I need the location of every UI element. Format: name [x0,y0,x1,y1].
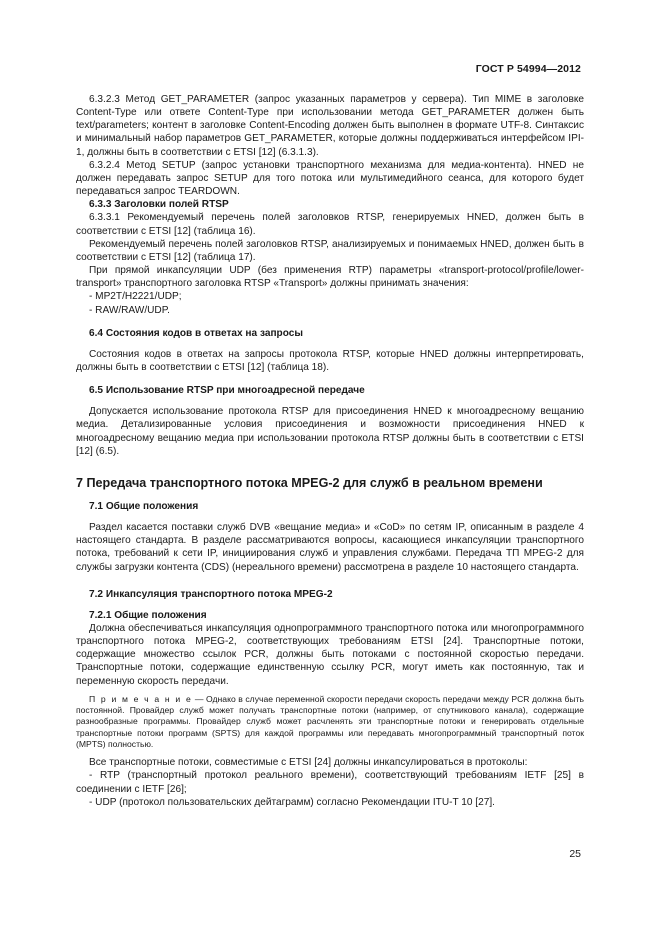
paragraph-6-3-3-c: При прямой инкапсуляции UDP (без применения RTP) параметры «transport-protocol/profile/lower-transport» транспортного заголовка RTSP «Transport» должны принимать значения: [76,265,584,290]
paragraph-6-3-3-1: 6.3.3.1 Рекомендуемый перечень полей заголовков RTSP, генерируемых HNED, должен быть в соответствии с ETSI [12] (таблица 16). [76,212,584,237]
paragraph-7-2-1-b: Все транспортные потоки, совместимые с ETSI [24] должны инкапсулироваться в протоколы: [89,757,528,769]
list-item: - RTP (транспортный протокол реального времени), соответствующий требованиям IETF [25] в соединении с IETF [26]; [76,770,584,795]
heading-7-2: 7.2 Инкапсуляция транспортного потока MPEG-2 [89,588,333,600]
heading-7: 7 Передача транспортного потока MPEG-2 для служб в реальном времени [76,475,543,490]
list-item: - RAW/RAW/UDP. [89,304,170,316]
note [76,694,584,750]
heading-6-4: 6.4 Состояния кодов в ответах на запросы [89,327,303,339]
heading-7-2-1: 7.2.1 Общие положения [89,609,207,621]
heading-6-5: 6.5 Использование RTSP при многоадресной передаче [89,385,365,397]
page-body [76,93,584,809]
note-label: П р и м е ч а н и е [89,693,193,704]
paragraph-6-3-2-3: 6.3.2.3 Метод GET_PARAMETER (запрос указанных параметров у сервера). Тип MIME в заголовке Content-Type или ответе Content-Type при использовании метода GET_PARAMETER должен быть text/parameters; контент в заголовке Content-Encoding должен быть выполнен в формате UTF-8. Синтаксис и минимальный набор параметров GET_PARAMETER, которые должны поддерживаться интерфейсом IPI-1, должны быть в соответствии с ETSI [12] (6.3.1.3). [76,94,584,158]
standard-header: ГОСТ Р 54994—2012 [475,63,581,75]
heading-7-1: 7.1 Общие положения [89,500,199,512]
list-item: - UDP (протокол пользовательских дейтаграмм) согласно Рекомендации ITU-T 10 [27]. [89,796,495,808]
page-number: 25 [569,848,581,860]
paragraph-6-5: Допускается использование протокола RTSP для присоединения HNED к многоадресному вещанию медиа. Детализированные условия присоединения и возможности присоединения HNED к многоадресному вещанию медиа при использовании протокола RTSP должны быть в соответствии с ETSI [12] (6.5). [76,406,584,457]
heading-6-3-3: 6.3.3 Заголовки полей RTSP [89,199,229,211]
paragraph-6-3-3-b: Рекомендуемый перечень полей заголовков RTSP, анализируемых и понимаемых HNED, должен быть в соответствии с ETSI [12] (таблица 17). [76,238,584,263]
paragraph-7-2-1-a: Должна обеспечиваться инкапсуляция однопрограммного транспортного потока или многопрограммного транспортного потока MPEG-2, соответствующих требованиям ETSI [24]. Транспортные потоки, содержащие множество ссылок PCR, должны быть потоками с постоянной скоростью передачи. Транспортные потоки, содержащие единственную ссылку PCR, могут иметь как постоянную, так и переменную скорость передачи. [76,623,584,687]
note-text: — Однако в случае переменной скорости передачи скорость передачи между PCR должна быть постоянной. Провайдер служб может получать транспортные потоки (например, от спутникового канала), содержащие разнообразные программы. Провайдер служб может расчленять эти транспортные потоки и генерировать отдельные транспортные потоки программ (SPTS) для каждой программы или передавать многопрограммный транспортный поток (MPTS) полностью. [76,693,584,749]
paragraph-6-4: Состояния кодов в ответах на запросы протокола RTSP, которые HNED должны интерпретировать, должны быть в соответствии с ETSI [12] (таблица 18). [76,348,584,373]
list-item: - MP2T/H2221/UDP; [89,291,182,303]
paragraph-6-3-2-4: 6.3.2.4 Метод SETUP (запрос установки транспортного механизма для медиа-контента). HNED не должен передавать запрос SETUP для того потока или мультимедийного сеанса, для которого будет передаваться запрос TEARDOWN. [76,159,584,198]
paragraph-7-1: Раздел касается поставки служб DVB «вещание медиа» и «CoD» по сетям IP, описанным в разделе 4 настоящего стандарта. В разделе рассматриваются вопросы, касающиеся инкапсуляции транспортного потока, требований к сети IP, инициирования служб и управления службами. Передача ТП MPEG-2 для службы загрузки контента (CDS) (нереального времени) рассмотрена в разделе 10 настоящего стандарта. [76,522,584,573]
